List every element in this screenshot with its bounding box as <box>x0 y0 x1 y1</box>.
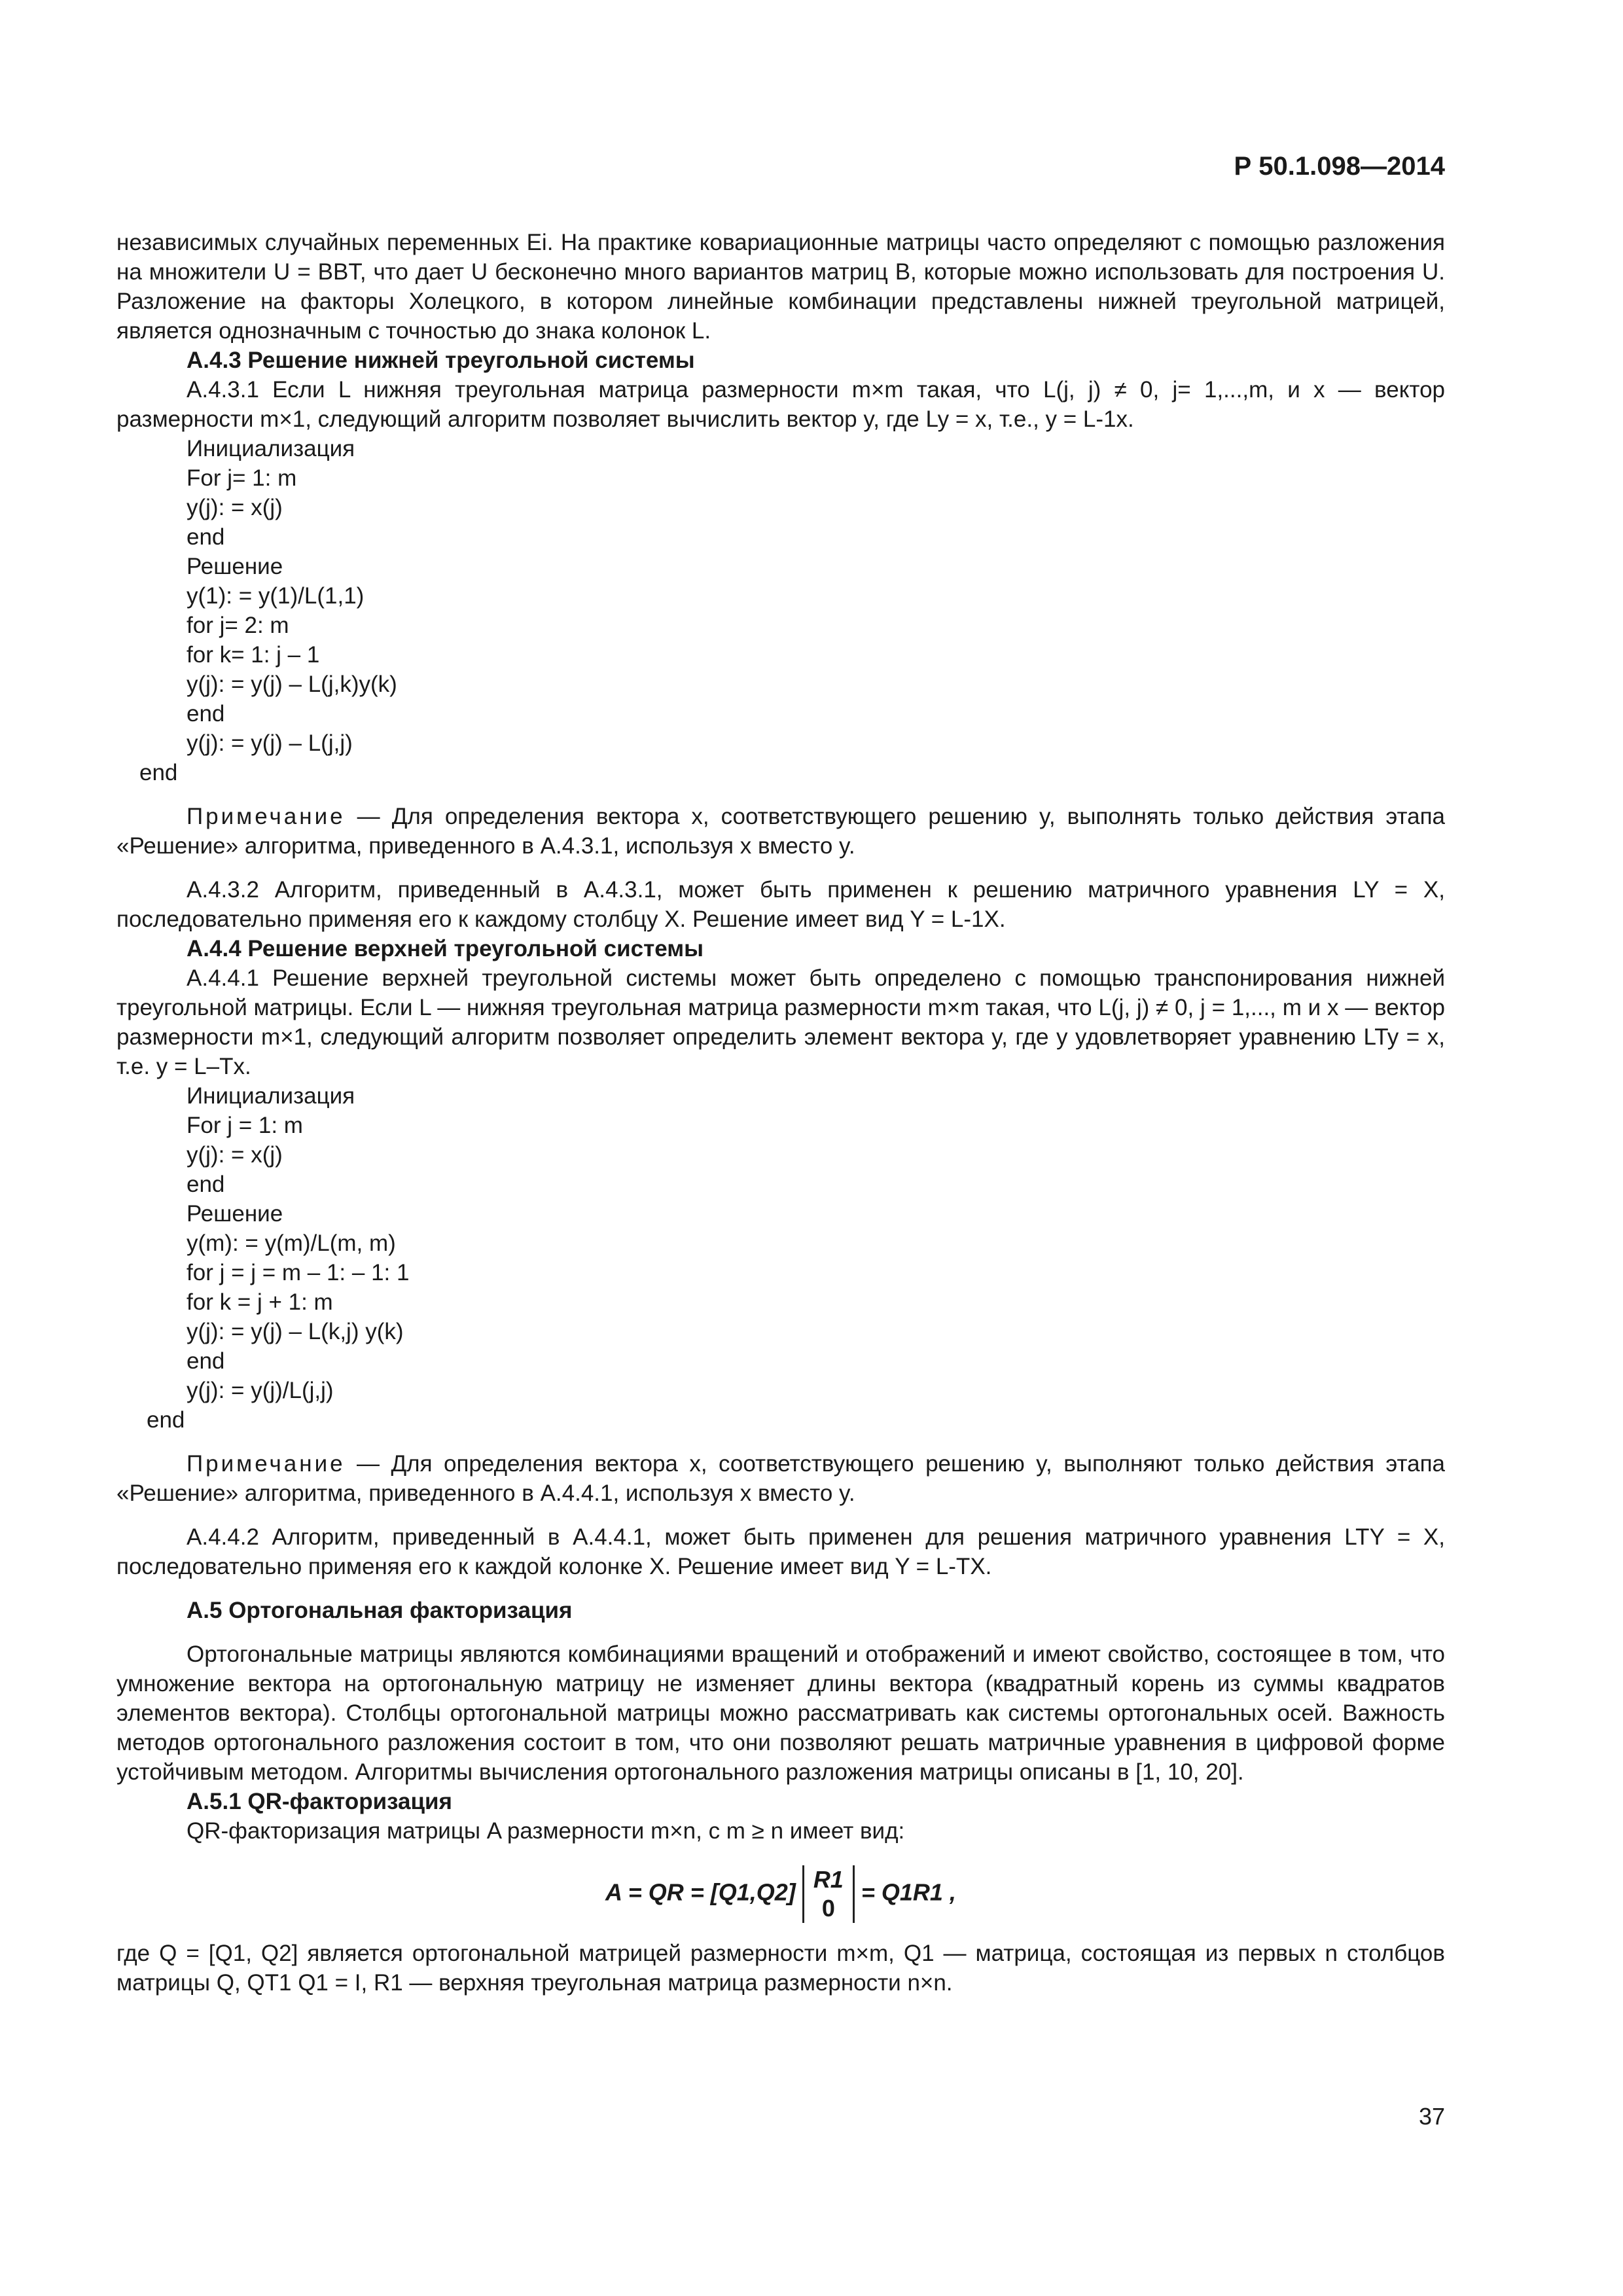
code-line: y(j): = y(j) – L(j,j) <box>187 730 353 756</box>
code-line: y(j): = x(j) <box>187 1142 283 1168</box>
heading-a5: А.5 Ортогональная факторизация <box>187 1598 573 1623</box>
paragraph-a442: А.4.4.2 Алгоритм, приведенный в А.4.4.1, может быть применен для решения матричного уравнения LTY = X, последовательно применяя его к каждой колонке X. Решение имеет вид Y = L-TX. <box>116 1524 1445 1579</box>
code-end-line: end <box>147 1407 185 1433</box>
code-line: end <box>187 1348 225 1374</box>
code-line: for k = j + 1: m <box>187 1289 333 1315</box>
code-line: y(j): = y(j)/L(j,j) <box>187 1378 334 1403</box>
paragraph-a441: А.4.4.1 Решение верхней треугольной системы может быть определено с помощью транспонирования нижней треугольной матрицы. Если L — нижняя треугольная матрица размерности m×m такая, что L(j, j) ≠ 0, j = 1,..., m и x — вектор размерности m×1, следующий алгоритм позволяет определить элемент вектора y, где y удовлетворяет уравнению LTy = x, т.е. y = L–Tx. <box>116 965 1445 1079</box>
code-line: For j = 1: m <box>187 1113 303 1138</box>
code-line: y(j): = y(j) – L(j,k)y(k) <box>187 672 397 697</box>
paragraph-a432: А.4.3.2 Алгоритм, приведенный в А.4.3.1, может быть применен к решению матричного уравнения LY = X, последовательно применяя его к каждому столбцу X. Решение имеет вид Y = L-1X. <box>116 877 1445 932</box>
note-text: — Для определения вектора x, соответствующего решению y, выполнять только действия этапа «Решение» алгоритма, приведенного в А.4.3.1, используя x вместо y. <box>116 804 1445 859</box>
note-label: Примечание <box>187 804 346 829</box>
heading-a43: А.4.3 Решение нижней треугольной системы <box>187 348 695 373</box>
paragraph-a431: А.4.3.1 Если L нижняя треугольная матрица размерности m×m такая, что L(j, j) ≠ 0, j= 1,...,m, и x — вектор размерности m×1, следующий алгоритм позволяет вычислить вектор y, где Ly = x, т.е., y = L-1x. <box>116 377 1445 432</box>
heading-a44: А.4.4 Решение верхней треугольной системы <box>187 936 704 961</box>
code-line: end <box>187 524 225 550</box>
note-a43 <box>116 802 1445 861</box>
paragraph-a51-where: где Q = [Q1, Q2] является ортогональной матрицей размерности m×m, Q1 — матрица, состоящая из первых n столбцов матрицы Q, QT1 Q1 = I, R1 — верхняя треугольная матрица размерности n×n. <box>116 1941 1445 1996</box>
code-line: Инициализация <box>187 436 355 461</box>
matrix-bottom: 0 <box>821 1895 835 1922</box>
code-end-line: end <box>139 760 178 785</box>
note-text: — Для определения вектора x, соответствующего решению y, выполняют только действия этапа «Решение» алгоритма, приведенного в А.4.4.1, используя x вместо y. <box>116 1451 1445 1506</box>
code-line: Инициализация <box>187 1083 355 1109</box>
note-a44 <box>116 1449 1445 1508</box>
page-number: 37 <box>1418 2103 1445 2130</box>
code-line: For j= 1: m <box>187 465 297 491</box>
paragraph-a5: Ортогональные матрицы являются комбинациями вращений и отображений и имеют свойство, состоящее в том, что умножение вектора на ортогональную матрицу не изменяет длины вектора (квадратный корень из суммы квадратов элементов вектора). Столбцы ортогональной матрицы можно рассматривать как системы ортогональных осей. Важность методов ортогонального разложения состоит в том, что они позволяют решать матричные уравнения в цифровой форме устойчивым методом. Алгоритмы вычисления ортогонального разложения матрицы описаны в [1, 10, 20]. <box>116 1641 1445 1785</box>
document-page <box>116 0 1445 2296</box>
code-line: for j= 2: m <box>187 613 289 638</box>
code-line: for j = j = m – 1: – 1: 1 <box>187 1260 410 1285</box>
code-line: y(1): = y(1)/L(1,1) <box>187 583 365 609</box>
document-id-header: Р 50.1.098—2014 <box>1234 152 1445 181</box>
code-line: y(m): = y(m)/L(m, m) <box>187 1230 396 1256</box>
code-line: y(j): = y(j) – L(k,j) y(k) <box>187 1319 404 1344</box>
formula-lhs: A = QR = [Q1,Q2] <box>605 1878 796 1906</box>
code-line: Решение <box>187 1201 283 1227</box>
code-line: y(j): = x(j) <box>187 495 283 520</box>
paragraph-a51-intro: QR-факторизация матрицы A размерности m×n, с m ≥ n имеет вид: <box>187 1818 905 1844</box>
matrix-top: R1 <box>813 1866 844 1893</box>
code-line: end <box>187 701 225 726</box>
code-line: for k= 1: j – 1 <box>187 642 320 668</box>
heading-a51: А.5.1 QR-факторизация <box>187 1789 452 1814</box>
note-label: Примечание <box>187 1451 346 1477</box>
code-line: end <box>187 1172 225 1197</box>
paragraph-intro: независимых случайных переменных Ei. На практике ковариационные матрицы часто определяют с помощью разложения на множители U = BBT, что дает U бесконечно много вариантов матриц B, которые можно использовать для построения U. Разложение на факторы Холецкого, в котором линейные комбинации представлены нижней треугольной матрицей, является однозначным с точностью до знака колонок L. <box>116 230 1445 344</box>
qr-formula <box>116 1865 1445 1923</box>
formula-rhs: = Q1R1 , <box>861 1878 956 1906</box>
code-line: Решение <box>187 554 283 579</box>
block-matrix <box>802 1865 855 1923</box>
page-body <box>116 228 1445 1998</box>
